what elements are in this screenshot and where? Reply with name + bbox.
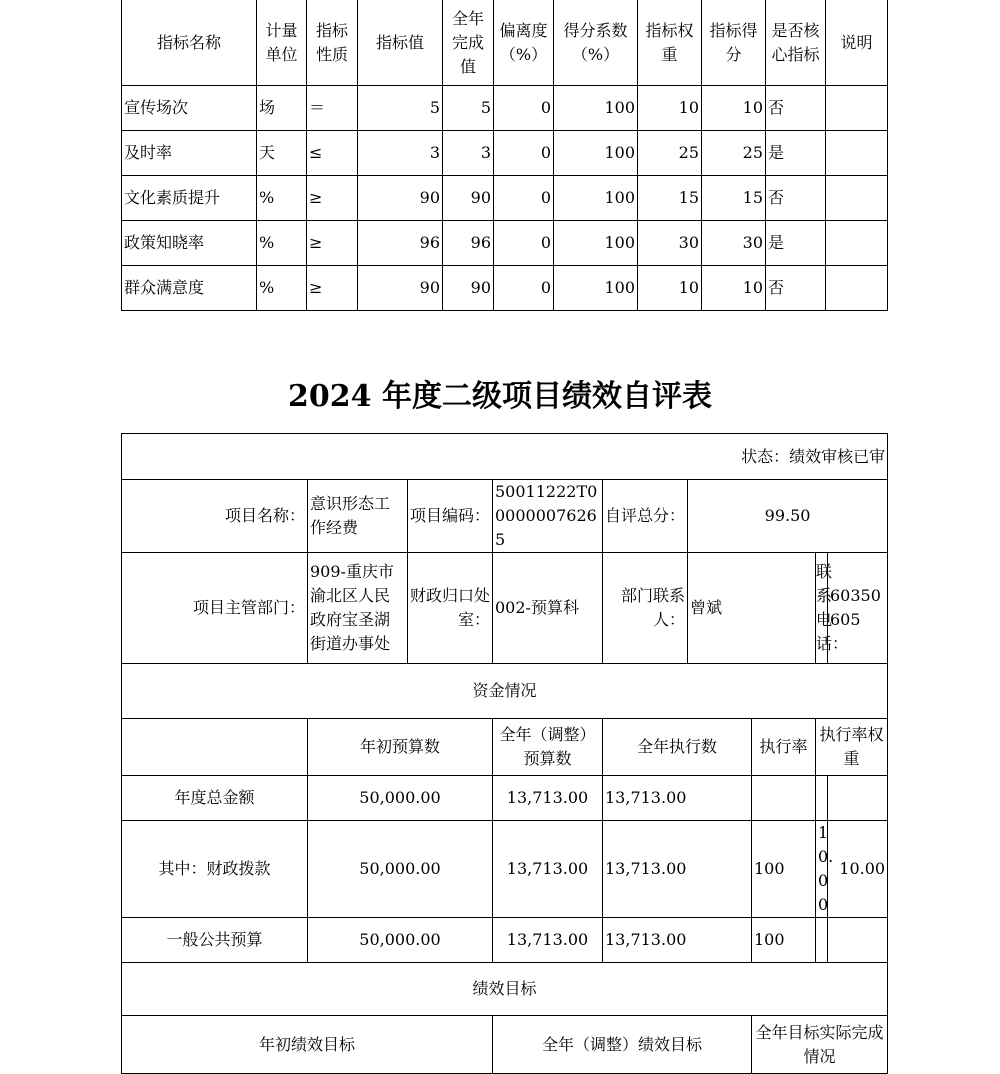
- cell-score: 30: [702, 221, 766, 266]
- cell-name: 群众满意度: [122, 266, 257, 311]
- indicator-row: [122, 266, 888, 311]
- funds-header-rate: 执行率: [752, 719, 816, 776]
- cell-actual: 3: [443, 131, 494, 176]
- cell-target: 3: [358, 131, 443, 176]
- funds-adjusted: 13,713.00: [493, 918, 603, 963]
- funds-row: [122, 918, 888, 963]
- phone-value: 60350605: [828, 553, 888, 664]
- project-row-2: [122, 553, 888, 664]
- goals-section-row: [122, 963, 888, 1016]
- cell-unit: %: [257, 266, 307, 311]
- funds-executed: 13,713.00: [603, 918, 752, 963]
- dept-label: 项目主管部门：: [122, 553, 308, 664]
- cell-name: 宣传场次: [122, 86, 257, 131]
- indicator-header-row: [122, 0, 888, 86]
- header-actual: 全年完成值: [443, 0, 494, 86]
- funds-weight: 10.00: [816, 821, 828, 918]
- header-nature: 指标性质: [307, 0, 358, 86]
- funds-header-weight: 执行率权重: [816, 719, 888, 776]
- header-score: 指标得分: [702, 0, 766, 86]
- self-evaluation-table: [121, 433, 888, 1074]
- status-text: 状态：绩效审核已审: [122, 434, 888, 480]
- cell-deviation: 0: [494, 176, 554, 221]
- header-note: 说明: [826, 0, 888, 86]
- funds-row: [122, 821, 888, 918]
- cell-note: [826, 131, 888, 176]
- cell-coef: 100: [554, 266, 638, 311]
- goals-section-title: 绩效目标: [122, 963, 888, 1016]
- funds-adjusted: 13,713.00: [493, 776, 603, 821]
- cell-actual: 90: [443, 266, 494, 311]
- cell-target: 90: [358, 266, 443, 311]
- cell-score: 25: [702, 131, 766, 176]
- cell-target: 5: [358, 86, 443, 131]
- funds-weight: [816, 918, 828, 963]
- indicator-row: [122, 221, 888, 266]
- funds-rate: 100: [752, 821, 816, 918]
- contact-value: 曾斌: [688, 553, 816, 664]
- cell-actual: 96: [443, 221, 494, 266]
- cell-weight: 10: [638, 266, 702, 311]
- cell-score: 15: [702, 176, 766, 221]
- cell-coef: 100: [554, 131, 638, 176]
- funds-section-row: [122, 664, 888, 719]
- funds-header-initial: 年初预算数: [308, 719, 493, 776]
- cell-actual: 90: [443, 176, 494, 221]
- goals-header-adjusted: 全年（调整）绩效目标: [493, 1016, 752, 1074]
- status-row: [122, 434, 888, 480]
- contact-label: 部门联系人：: [603, 553, 688, 664]
- funds-row: [122, 776, 888, 821]
- cell-weight: 10: [638, 86, 702, 131]
- cell-score: 10: [702, 266, 766, 311]
- header-deviation: 偏离度（%）: [494, 0, 554, 86]
- cell-nature: ≥: [307, 221, 358, 266]
- funds-rate: [752, 776, 816, 821]
- indicator-row: [122, 86, 888, 131]
- dept-value: 909-重庆市渝北区人民政府宝圣湖街道办事处: [308, 553, 408, 664]
- cell-actual: 5: [443, 86, 494, 131]
- cell-core: 是: [766, 131, 826, 176]
- header-weight: 指标权重: [638, 0, 702, 86]
- cell-score: 10: [702, 86, 766, 131]
- funds-weight: [816, 776, 828, 821]
- funds-section-title: 资金情况: [122, 664, 888, 719]
- cell-coef: 100: [554, 221, 638, 266]
- header-indicator-name: 指标名称: [122, 0, 257, 86]
- funds-header-row: [122, 719, 888, 776]
- cell-core: 否: [766, 86, 826, 131]
- cell-nature: ＝: [307, 86, 358, 131]
- cell-nature: ≥: [307, 266, 358, 311]
- cell-note: [826, 86, 888, 131]
- funds-label: 其中：财政拨款: [122, 821, 308, 918]
- funds-executed: 13,713.00: [603, 821, 752, 918]
- funds-initial: 50,000.00: [308, 776, 493, 821]
- funds-header-adjusted: 全年（调整）预算数: [493, 719, 603, 776]
- cell-coef: 100: [554, 86, 638, 131]
- funds-header-blank: [122, 719, 308, 776]
- cell-target: 90: [358, 176, 443, 221]
- funds-adjusted: 13,713.00: [493, 821, 603, 918]
- project-row-1: [122, 480, 888, 553]
- cell-unit: %: [257, 176, 307, 221]
- funds-score: [828, 776, 888, 821]
- funds-initial: 50,000.00: [308, 918, 493, 963]
- cell-deviation: 0: [494, 86, 554, 131]
- form-title: 2024 年度二级项目绩效自评表: [288, 379, 712, 414]
- funds-rate: 100: [752, 918, 816, 963]
- goals-header-actual: 全年目标实际完成情况: [752, 1016, 888, 1074]
- goals-header-row: [122, 1016, 888, 1074]
- cell-deviation: 0: [494, 266, 554, 311]
- cell-target: 96: [358, 221, 443, 266]
- cell-note: [826, 221, 888, 266]
- cell-weight: 30: [638, 221, 702, 266]
- self-score-label: 自评总分：: [603, 480, 688, 553]
- cell-deviation: 0: [494, 221, 554, 266]
- cell-name: 政策知晓率: [122, 221, 257, 266]
- cell-note: [826, 266, 888, 311]
- funds-header-executed: 全年执行数: [603, 719, 752, 776]
- indicator-row: [122, 176, 888, 221]
- cell-core: 否: [766, 176, 826, 221]
- project-name-value: 意识形态工作经费: [308, 480, 408, 553]
- cell-deviation: 0: [494, 131, 554, 176]
- header-coef: 得分系数（%）: [554, 0, 638, 86]
- funds-executed: 13,713.00: [603, 776, 752, 821]
- funds-label: 一般公共预算: [122, 918, 308, 963]
- self-score-value: 99.50: [688, 480, 888, 553]
- funds-label: 年度总金额: [122, 776, 308, 821]
- phone-label: 联系电话：: [816, 553, 828, 664]
- indicator-table: [121, 0, 888, 311]
- cell-name: 及时率: [122, 131, 257, 176]
- cell-name: 文化素质提升: [122, 176, 257, 221]
- indicator-row: [122, 131, 888, 176]
- cell-nature: ≤: [307, 131, 358, 176]
- goals-header-initial: 年初绩效目标: [122, 1016, 493, 1074]
- cell-core: 是: [766, 221, 826, 266]
- cell-unit: %: [257, 221, 307, 266]
- header-unit: 计量单位: [257, 0, 307, 86]
- project-code-value: 50011222T000000076265: [493, 480, 603, 553]
- cell-weight: 15: [638, 176, 702, 221]
- finance-value: 002-预算科: [493, 553, 603, 664]
- header-core: 是否核心指标: [766, 0, 826, 86]
- finance-label: 财政归口处室：: [408, 553, 493, 664]
- funds-score: 10.00: [828, 821, 888, 918]
- project-name-label: 项目名称：: [122, 480, 308, 553]
- cell-nature: ≥: [307, 176, 358, 221]
- cell-note: [826, 176, 888, 221]
- cell-weight: 25: [638, 131, 702, 176]
- project-code-label: 项目编码：: [408, 480, 493, 553]
- cell-unit: 天: [257, 131, 307, 176]
- funds-score: [828, 918, 888, 963]
- cell-unit: 场: [257, 86, 307, 131]
- funds-initial: 50,000.00: [308, 821, 493, 918]
- cell-coef: 100: [554, 176, 638, 221]
- header-target: 指标值: [358, 0, 443, 86]
- cell-core: 否: [766, 266, 826, 311]
